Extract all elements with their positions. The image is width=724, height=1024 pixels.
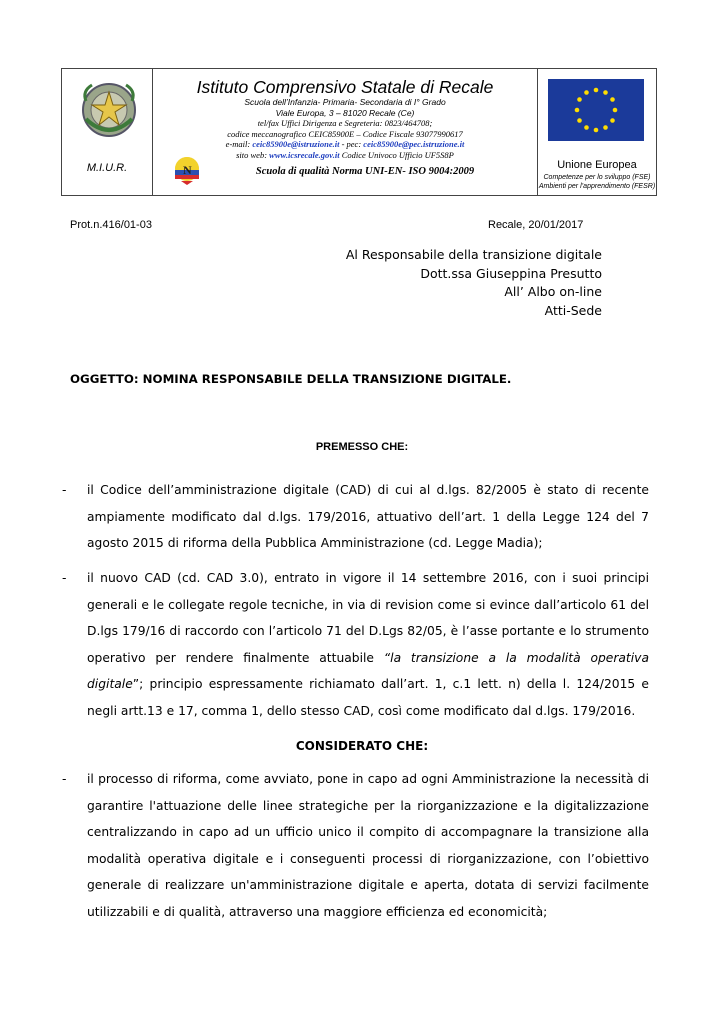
bullet-dash: -	[62, 571, 67, 585]
school-codes: codice meccanografico CEIC85900E – Codice Fiscale 93077990617	[227, 128, 463, 139]
miur-label: M.I.U.R.	[86, 162, 128, 174]
school-levels: Scuola dell’Infanzia- Primaria- Secondaria di I° Grado	[244, 97, 446, 107]
premesso-paragraph-2	[87, 565, 649, 724]
eu-flag-icon	[548, 79, 644, 141]
bullet-dash: -	[62, 483, 67, 497]
paragraph-quote: “la transizione a la modalità operativa digitale	[87, 650, 649, 691]
premesso-heading: PREMESSO CHE:	[315, 441, 409, 453]
recipients-block	[346, 246, 602, 320]
recipient-line: Dott.ssa Giuseppina Presutto	[420, 265, 602, 281]
subject-line: OGGETTO: NOMINA RESPONSABILE DELLA TRANSIZIONE DIGITALE.	[70, 372, 512, 386]
pec-link[interactable]: ceic85900e@pec.istruzione.it	[363, 139, 465, 149]
bullet-dash: -	[62, 772, 67, 786]
premesso-paragraph-1: il Codice dell’amministrazione digitale (CAD) di cui al d.lgs. 82/2005 è stato di recente ampiamente modificato dal d.lgs. 179/2016, attuativo dell’art. 1 della Legge 124 del 7 agosto 2015 di riforma della Pubblica Amministrazione (cd. Legge Madia);	[87, 483, 649, 550]
institute-info	[154, 69, 536, 186]
quality-text: Scuola di qualità Norma UNI-EN- ISO 9004:2009	[255, 166, 475, 177]
school-emails	[154, 139, 536, 150]
eu-subtitle	[538, 173, 656, 191]
school-website	[154, 150, 536, 161]
email-label: e-mail:	[225, 139, 253, 149]
website-link[interactable]: www.icsrecale.gov.it	[269, 149, 340, 160]
recipient-line: Atti-Sede	[544, 302, 602, 318]
svg-text:N: N	[183, 163, 192, 177]
school-phone: tel/fax Uffici Dirigenza e Segreteria: 0823/464708;	[257, 118, 433, 128]
place-date: Recale, 20/01/2017	[488, 219, 584, 231]
web-label: sito web:	[236, 149, 270, 160]
school-address: Viale Europa, 3 – 81020 Recale (Ce)	[275, 107, 415, 118]
eu-fse: Competenze per lo sviluppo (FSE)	[543, 174, 651, 181]
pec-label: - pec:	[339, 139, 364, 149]
eu-fesr: Ambienti per l’apprendimento (FESR)	[538, 183, 656, 190]
eu-title: Unione Europea	[557, 159, 637, 171]
paragraph-text: ”; principio espressamente richiamato dall’art. 1, c.1 lett. n) della l. 124/2015 e negli artt.13 e 17, comma 1, dello stesso CAD, così come modificato dal d.lgs. 179/2016.	[87, 677, 649, 718]
institute-title: Istituto Comprensivo Statale di Recale	[196, 77, 494, 97]
considerato-paragraph-1: il processo di riforma, come avviato, pone in capo ad ogni Amministrazione la necessità di garantire l'attuazione delle linee strategiche per la riorganizzazione e la digitalizzazione centralizzando in capo ad un ufficio unico il compito di accompagnare la transizione alla modalità operativa digitale e i conseguenti processi di riorganizzazione, con l’obiettivo generale di realizzare un'amministrazione digitale e aperta, dotata di servizi facilmente utilizzabili e di qualità, attraverso una maggiore efficienza ed economicità;	[87, 772, 649, 919]
protocol-number: Prot.n.416/01-03	[70, 219, 152, 231]
recipient-line: All’ Albo on-line	[504, 284, 602, 299]
quality-row	[154, 164, 536, 186]
letterhead	[61, 68, 657, 196]
web-suffix: Codice Univoco Ufficio UF5S8P	[339, 149, 454, 160]
email-link[interactable]: ceic85900e@istruzione.it	[252, 139, 340, 149]
quality-certification-icon	[172, 156, 202, 186]
miur-cell	[62, 69, 153, 195]
italian-republic-emblem-icon	[78, 79, 140, 141]
eu-cell	[537, 69, 656, 195]
paragraph-text: il nuovo CAD (cd. CAD 3.0), entrato in vigore il 14 settembre 2016, con i suoi principi generali e le collegate regole tecniche, in via di revision come si evince dall’articolo 61 del D.lgs 179/16 di raccordo con l’articolo 71 del D.Lgs 82/05, è l’asse portante e lo strumento operativo per rendere finalmente attuabile	[87, 571, 649, 665]
considerato-heading: CONSIDERATO CHE:	[295, 739, 429, 753]
recipient-line: Al Responsabile della transizione digitale	[345, 247, 602, 262]
